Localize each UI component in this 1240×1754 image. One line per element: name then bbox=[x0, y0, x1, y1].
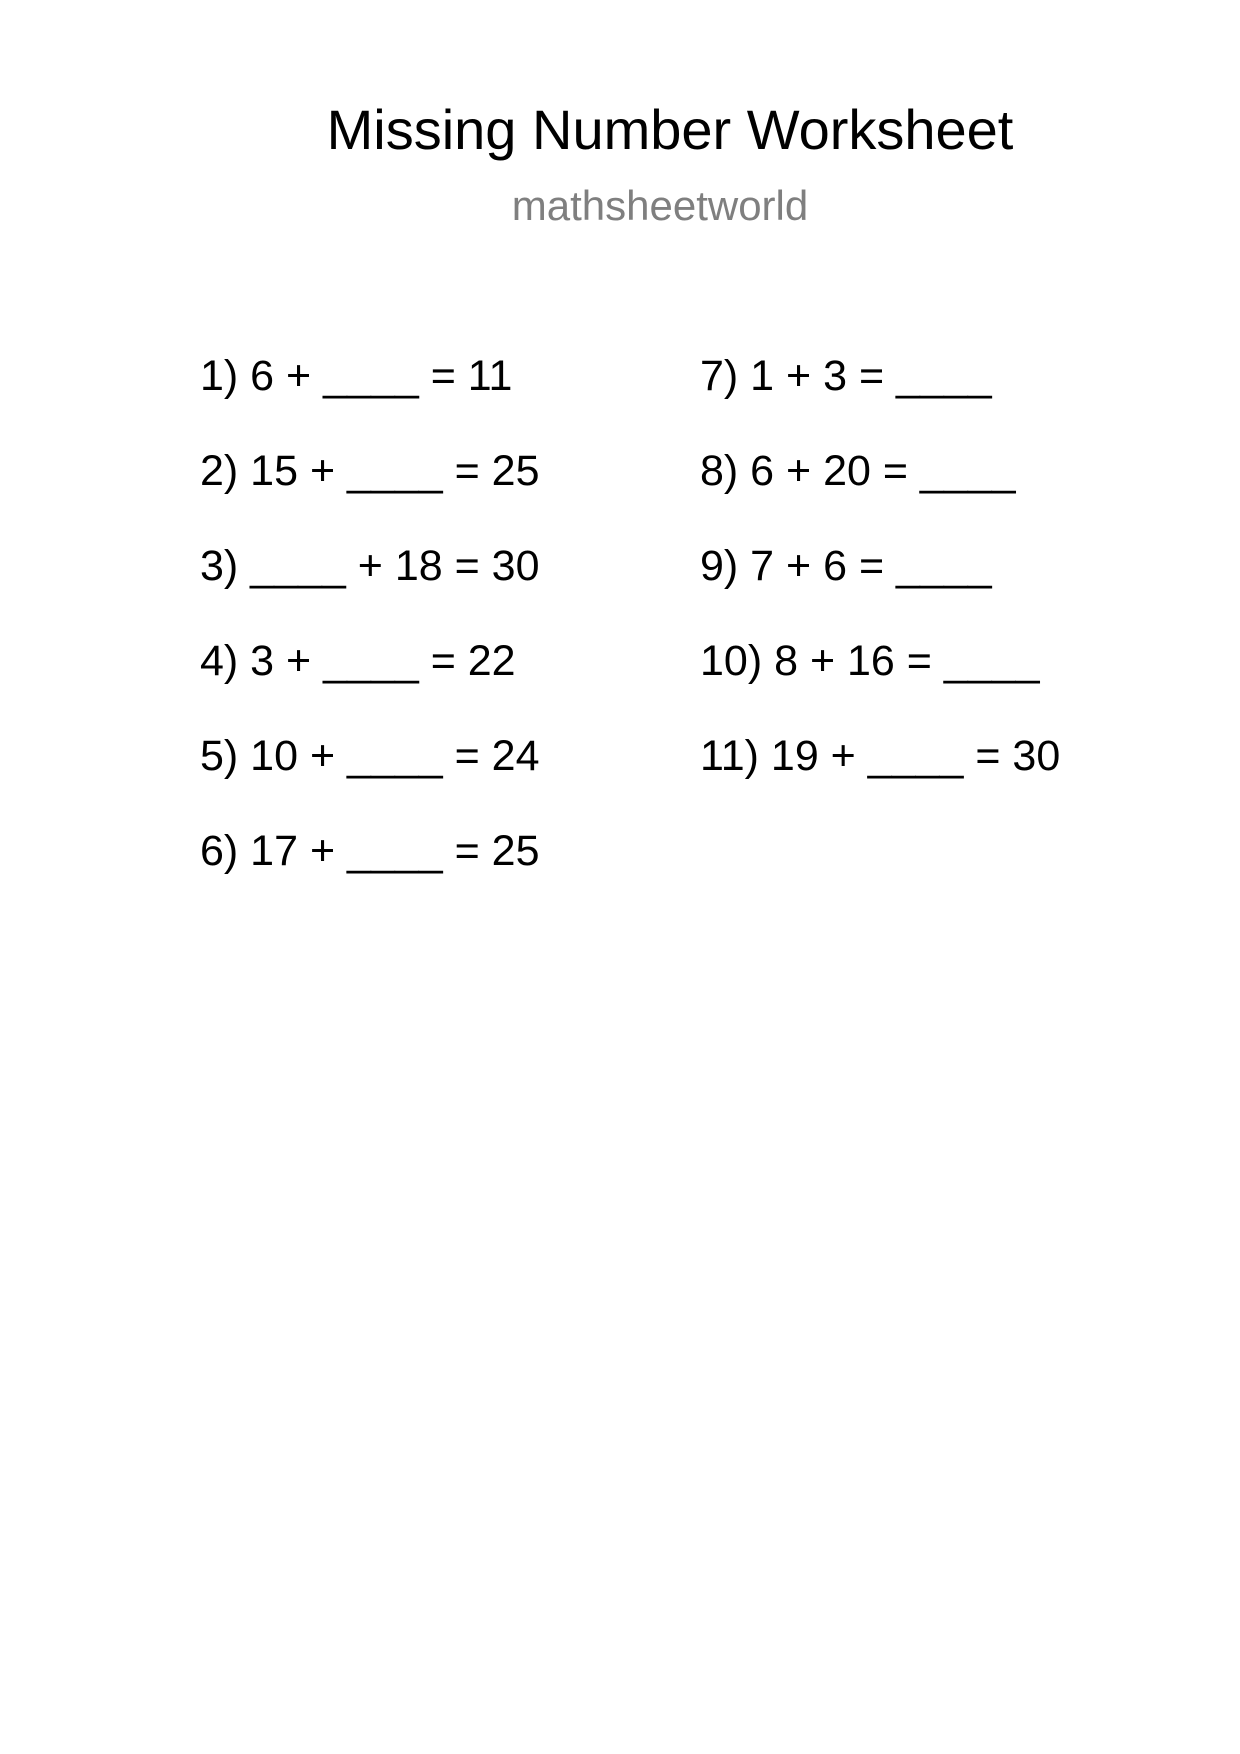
problem-9: 9) 7 + 6 = ____ bbox=[700, 542, 992, 590]
problem-1: 1) 6 + ____ = 11 bbox=[200, 352, 513, 400]
problem-5: 5) 10 + ____ = 24 bbox=[200, 732, 540, 780]
problem-7: 7) 1 + 3 = ____ bbox=[700, 352, 992, 400]
problem-6: 6) 17 + ____ = 25 bbox=[200, 827, 540, 875]
problem-2: 2) 15 + ____ = 25 bbox=[200, 447, 540, 495]
page-subtitle: mathsheetworld bbox=[511, 182, 809, 229]
problem-4: 4) 3 + ____ = 22 bbox=[200, 637, 516, 685]
page-title: Missing Number Worksheet bbox=[326, 98, 1014, 161]
problem-3: 3) ____ + 18 = 30 bbox=[200, 542, 540, 590]
problem-11: 11) 19 + ____ = 30 bbox=[700, 732, 1061, 780]
problem-10: 10) 8 + 16 = ____ bbox=[700, 637, 1040, 685]
problem-8: 8) 6 + 20 = ____ bbox=[700, 447, 1016, 495]
